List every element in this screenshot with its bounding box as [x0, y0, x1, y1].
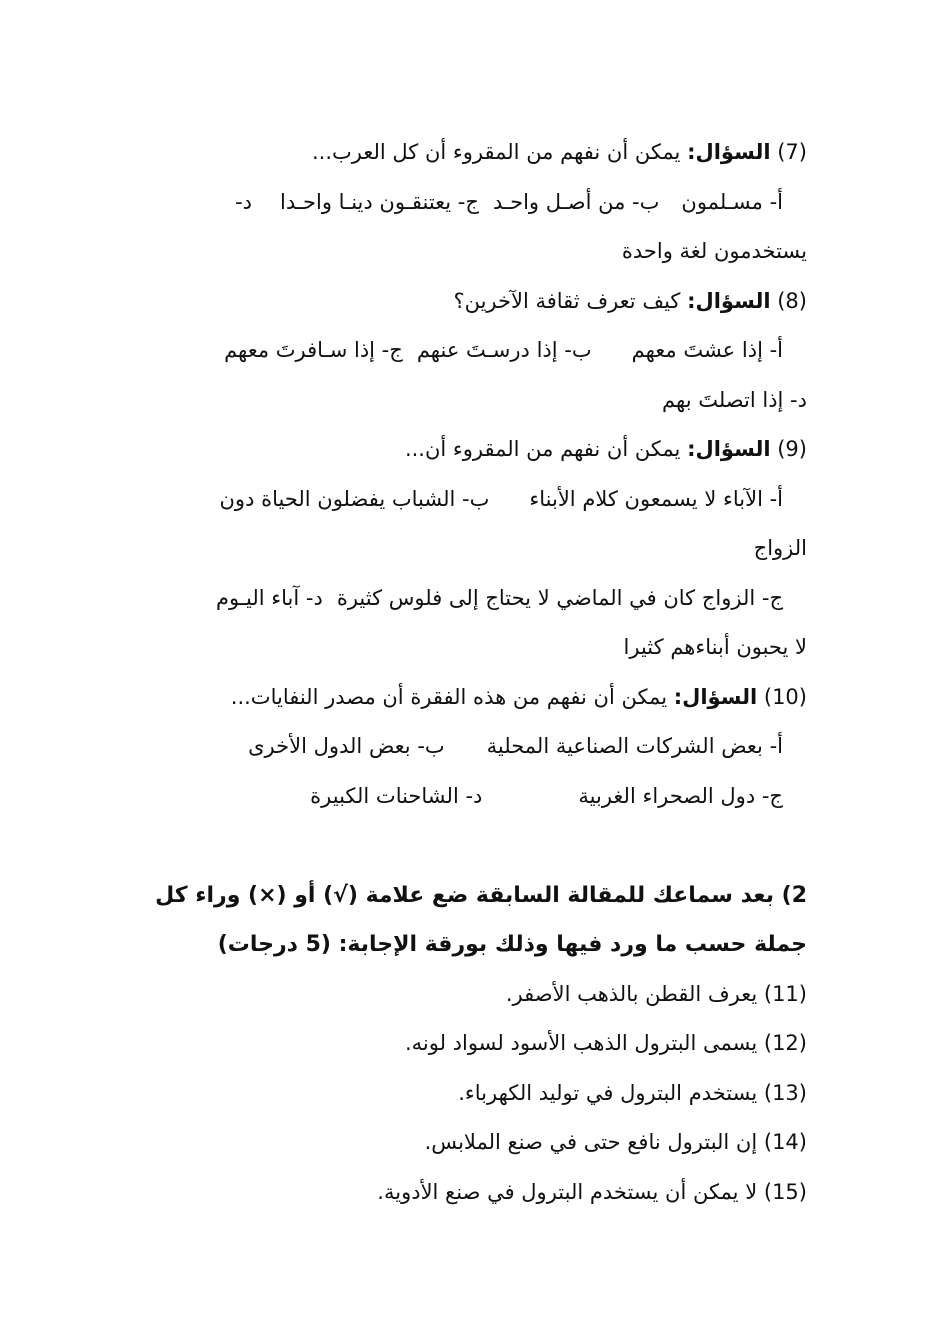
statement-11: (11) يعرف القطن بالذهب الأصفر. [505, 981, 807, 1006]
option-d-text: يستخدمون لغة واحدة [621, 239, 807, 263]
question-text: كيف تعرف ثقافة الآخرين؟ [453, 288, 681, 313]
question-9 [143, 425, 807, 475]
section-2-heading: 2) بعد سماعك للمقالة السابقة ضع علامة (√) أو (×) وراء كل [155, 882, 807, 908]
question-number: (10) [763, 684, 807, 709]
question-8-options-cont [143, 376, 807, 426]
question-label: السؤال: [687, 140, 771, 164]
option-c: ج- يعتنقـون دينـا واحـدا [280, 189, 479, 214]
question-text: يمكن أن نفهم من المقروء أن كل العرب... [311, 140, 681, 164]
statement-14: (14) إن البترول نافع حتى في صنع الملابس. [424, 1130, 807, 1154]
option-a: أ- الآباء لا يسمعون كلام الأبناء [529, 486, 783, 511]
option-d: د- الشاحنات الكبيرة [310, 783, 483, 808]
option-b: ب- بعض الدول الأخرى [248, 734, 445, 758]
option-c: ج- الزواج كان في الماضي لا يحتاج إلى فلوس كثيرة [336, 585, 783, 610]
option-a: أ- بعض الشركات الصناعية المحلية [486, 734, 783, 758]
document-body [143, 128, 807, 1217]
question-10 [143, 673, 807, 723]
option-c: ج- إذا سـافرتَ معهم [224, 338, 403, 362]
spacer [143, 821, 807, 871]
option-d-cont: لا يحبون أبناءهم كثيرا [623, 635, 807, 659]
question-9-options-cont-2 [143, 623, 807, 673]
question-8-options [143, 326, 807, 376]
statement-12: (12) يسمى البترول الذهب الأسود لسواد لونه. [404, 1031, 807, 1055]
option-b: ب- الشباب يفضلون الحياة دون [219, 486, 490, 511]
question-10-options [143, 722, 807, 772]
statement-13: (13) يستخدم البترول في توليد الكهرباء. [458, 1080, 807, 1105]
option-a: أ- إذا عشتَ معهم [631, 338, 783, 362]
question-9-options-cont [143, 524, 807, 574]
option-b: ب- إذا درسـتَ عنهم [416, 338, 592, 362]
option-d: د- إذا اتصلتَ بهم [662, 387, 807, 412]
option-d: د- آباء اليـوم [216, 585, 323, 610]
question-10-options-2 [143, 772, 807, 822]
question-8 [143, 277, 807, 327]
question-number: (9) [777, 437, 807, 461]
question-label: السؤال: [687, 288, 771, 313]
question-7-options-cont [143, 227, 807, 277]
question-text: يمكن أن نفهم من المقروء أن... [404, 437, 681, 461]
option-d: د- [235, 189, 253, 214]
question-label: السؤال: [687, 437, 771, 461]
question-9-options-2 [143, 574, 807, 624]
question-number: (7) [777, 140, 807, 164]
statement-15: (15) لا يمكن أن يستخدم البترول في صنع الأدوية. [377, 1179, 807, 1204]
option-a: أ- مسـلمون [681, 189, 783, 214]
question-7 [143, 128, 807, 178]
question-9-options [143, 475, 807, 525]
question-number: (8) [777, 288, 807, 313]
question-7-options [143, 178, 807, 228]
section-2-heading-cont: جملة حسب ما ورد فيها وذلك بورقة الإجابة: (5 درجات) [217, 932, 807, 957]
option-b: ب- من أصـل واحـد [492, 189, 660, 214]
option-c: ج- دول الصحراء الغربية [578, 783, 783, 808]
question-label: السؤال: [673, 684, 758, 709]
option-b-cont: الزواج [753, 536, 807, 560]
question-text: يمكن أن نفهم من هذه الفقرة أن مصدر النفايات... [230, 684, 668, 709]
